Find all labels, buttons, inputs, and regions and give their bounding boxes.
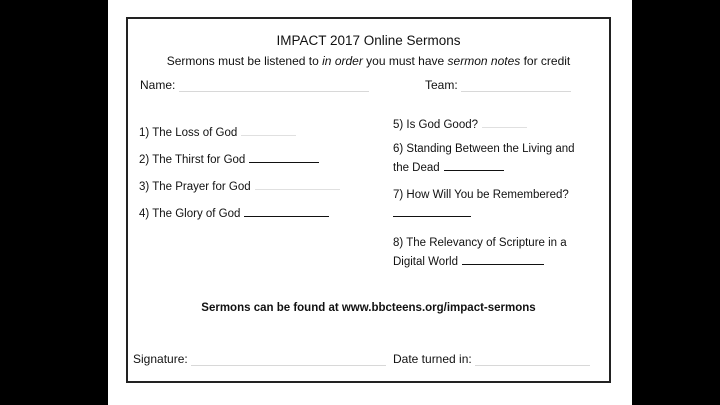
question-4: 4) The Glory of God bbox=[139, 204, 329, 223]
question-1: 1) The Loss of God bbox=[139, 123, 296, 142]
question-2: 2) The Thirst for God bbox=[139, 150, 319, 169]
date-label: Date turned in: bbox=[393, 352, 472, 366]
name-field[interactable] bbox=[140, 78, 369, 92]
team-line[interactable] bbox=[461, 79, 571, 92]
question-5: 5) Is God Good? bbox=[393, 115, 527, 134]
form-instructions: Sermons must be listened to in order you must have sermon notes for credit bbox=[166, 54, 571, 68]
signature-field[interactable] bbox=[133, 352, 386, 366]
question-3: 3) The Prayer for God bbox=[139, 177, 340, 196]
answer-blank[interactable] bbox=[249, 150, 319, 163]
sermon-worksheet bbox=[108, 0, 632, 405]
team-label: Team: bbox=[425, 78, 458, 92]
question-7: 7) How Will You be Remembered? bbox=[393, 186, 569, 223]
answer-blank[interactable] bbox=[244, 204, 329, 217]
form-border bbox=[126, 17, 611, 383]
date-line[interactable] bbox=[475, 353, 590, 366]
team-field[interactable] bbox=[425, 78, 571, 92]
signature-label: Signature: bbox=[133, 352, 188, 366]
answer-blank[interactable] bbox=[444, 158, 504, 171]
name-line[interactable] bbox=[179, 79, 369, 92]
question-8: 8) The Relevancy of Scripture in a Digital World bbox=[393, 237, 567, 268]
question-6: 6) Standing Between the Living and the Dead bbox=[393, 143, 575, 174]
date-field[interactable] bbox=[393, 352, 590, 366]
answer-blank[interactable] bbox=[462, 252, 544, 265]
form-title: IMPACT 2017 Online Sermons bbox=[276, 33, 461, 48]
name-label: Name: bbox=[140, 78, 176, 92]
sermons-link-note: Sermons can be found at www.bbcteens.org/impact-sermons bbox=[201, 302, 536, 314]
answer-blank[interactable] bbox=[393, 204, 471, 217]
signature-line[interactable] bbox=[191, 353, 386, 366]
